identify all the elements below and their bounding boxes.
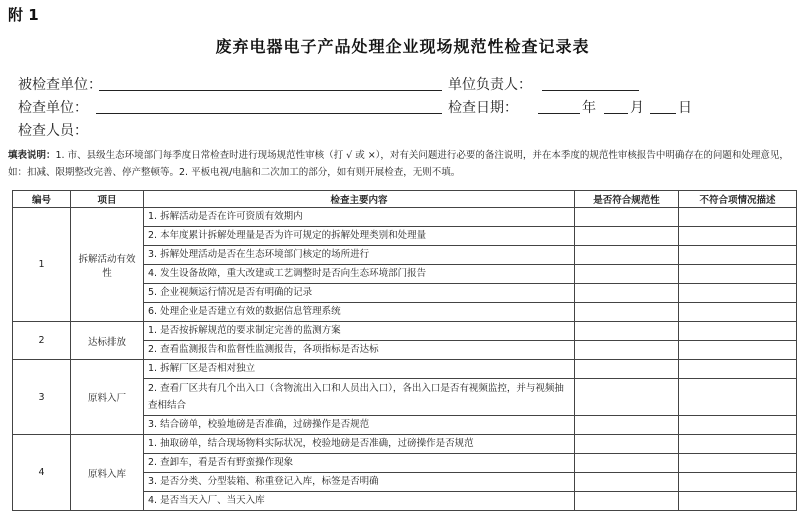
group-no: 1 xyxy=(13,208,71,322)
description-cell[interactable] xyxy=(679,322,797,341)
compliance-cell[interactable] xyxy=(575,473,679,492)
compliance-cell[interactable] xyxy=(575,208,679,227)
col-header-content: 检查主要内容 xyxy=(144,191,575,208)
col-header-compliance: 是否符合规范性 xyxy=(575,191,679,208)
description-cell[interactable] xyxy=(679,303,797,322)
check-item: 1. 拆解活动是否在许可资质有效期内 xyxy=(144,208,575,227)
compliance-cell[interactable] xyxy=(575,303,679,322)
description-cell[interactable] xyxy=(679,284,797,303)
compliance-cell[interactable] xyxy=(575,284,679,303)
date-year-field[interactable] xyxy=(538,113,580,114)
check-item: 2. 本年度累计拆解处理量是否为许可规定的拆解处理类别和处理量 xyxy=(144,227,575,246)
compliance-cell[interactable] xyxy=(575,227,679,246)
inspecting-unit-label: 检查单位： xyxy=(18,100,88,116)
check-item: 3. 结合磅单，校验地磅是否准确，过磅操作是否规范 xyxy=(144,416,575,435)
inspection-table xyxy=(12,190,797,511)
check-item: 6. 处理企业是否建立有效的数据信息管理系统 xyxy=(144,303,575,322)
instructions-label: 填表说明： xyxy=(8,150,56,161)
compliance-cell[interactable] xyxy=(575,379,679,416)
group-no: 4 xyxy=(13,435,71,511)
description-cell[interactable] xyxy=(679,454,797,473)
description-cell[interactable] xyxy=(679,416,797,435)
compliance-cell[interactable] xyxy=(575,360,679,379)
check-item: 2. 查卸车，看是否有野蛮操作现象 xyxy=(144,454,575,473)
description-cell[interactable] xyxy=(679,227,797,246)
table-row xyxy=(13,322,797,341)
table-row xyxy=(13,360,797,379)
check-item: 4. 是否当天入厂、当天入库 xyxy=(144,492,575,511)
appendix-label: 附 1 xyxy=(8,6,39,24)
description-cell[interactable] xyxy=(679,265,797,284)
inspected-unit-label: 被检查单位： xyxy=(18,77,102,93)
table-row xyxy=(13,435,797,454)
month-label: 月 xyxy=(630,100,644,116)
compliance-cell[interactable] xyxy=(575,435,679,454)
compliance-cell[interactable] xyxy=(575,416,679,435)
unit-manager-field[interactable] xyxy=(542,90,639,91)
compliance-cell[interactable] xyxy=(575,246,679,265)
check-item: 1. 是否按拆解规范的要求制定完善的监测方案 xyxy=(144,322,575,341)
compliance-cell[interactable] xyxy=(575,322,679,341)
compliance-cell[interactable] xyxy=(575,265,679,284)
year-label: 年 xyxy=(582,100,596,116)
instructions xyxy=(8,147,798,181)
description-cell[interactable] xyxy=(679,492,797,511)
group-project: 原料入库 xyxy=(71,435,144,511)
table-row xyxy=(13,208,797,227)
description-cell[interactable] xyxy=(679,473,797,492)
group-project: 拆解活动有效性 xyxy=(71,208,144,322)
check-item: 2. 查看监测报告和监督性监测报告，各项指标是否达标 xyxy=(144,341,575,360)
compliance-cell[interactable] xyxy=(575,454,679,473)
table-header-row xyxy=(13,191,797,208)
description-cell[interactable] xyxy=(679,341,797,360)
check-item: 3. 是否分类、分型装箱、称重登记入库，标签是否明确 xyxy=(144,473,575,492)
compliance-cell[interactable] xyxy=(575,341,679,360)
check-item: 1. 拆解厂区是否相对独立 xyxy=(144,360,575,379)
inspection-date-label: 检查日期： xyxy=(448,100,518,116)
instructions-text: 1. 市、县级生态环境部门每季度日常检查时进行现场规范性审核（打 √ 或 ×），对有关问题进行必要的备注说明，并在本季度的规范性审核报告中明确存在的问题和处理意见，如：扣减、限期整改完善、停产整顿等。2. 平板电视/电脑和二次加工的部分，如有则开展检查，无则不填。 xyxy=(8,150,789,178)
check-item: 3. 拆解处理活动是否在生态环境部门核定的场所进行 xyxy=(144,246,575,265)
inspecting-unit-field[interactable] xyxy=(96,113,442,114)
group-project: 原料入厂 xyxy=(71,360,144,435)
inspectors-label: 检查人员： xyxy=(18,123,88,139)
day-label: 日 xyxy=(678,100,692,116)
group-project: 达标排放 xyxy=(71,322,144,360)
col-header-description: 不符合项情况描述 xyxy=(679,191,797,208)
date-month-field[interactable] xyxy=(604,113,628,114)
description-cell[interactable] xyxy=(679,246,797,265)
description-cell[interactable] xyxy=(679,360,797,379)
description-cell[interactable] xyxy=(679,379,797,416)
check-item: 2. 查看厂区共有几个出入口（含物流出入口和人员出入口），各出入口是否有视频监控，并与视频抽查相结合 xyxy=(144,379,575,416)
page-title: 废弃电器电子产品处理企业现场规范性检查记录表 xyxy=(215,37,590,56)
col-header-no: 编号 xyxy=(13,191,71,208)
description-cell[interactable] xyxy=(679,208,797,227)
description-cell[interactable] xyxy=(679,435,797,454)
check-item: 4. 发生设备故障，重大改建或工艺调整时是否向生态环境部门报告 xyxy=(144,265,575,284)
group-no: 3 xyxy=(13,360,71,435)
unit-manager-label: 单位负责人： xyxy=(448,77,532,93)
group-no: 2 xyxy=(13,322,71,360)
check-item: 1. 抽取磅单，结合现场物料实际状况，校验地磅是否准确，过磅操作是否规范 xyxy=(144,435,575,454)
inspected-unit-field[interactable] xyxy=(99,90,442,91)
col-header-project: 项目 xyxy=(71,191,144,208)
compliance-cell[interactable] xyxy=(575,492,679,511)
check-item: 5. 企业视频运行情况是否有明确的记录 xyxy=(144,284,575,303)
date-day-field[interactable] xyxy=(650,113,676,114)
